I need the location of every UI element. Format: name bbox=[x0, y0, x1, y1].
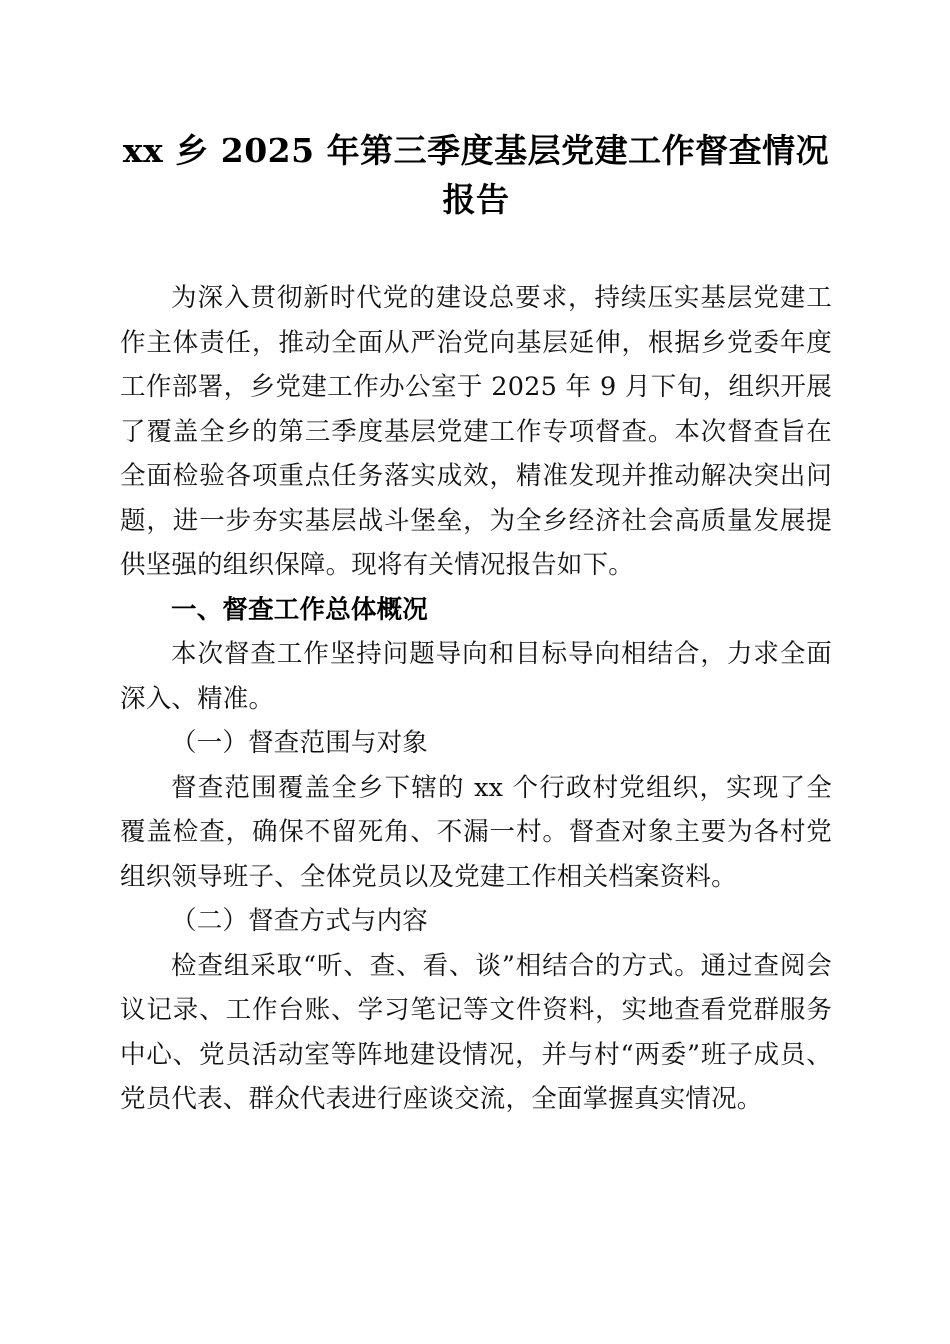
document-content bbox=[120, 0, 832, 1122]
document-body bbox=[120, 276, 832, 1122]
subsection-heading-1-1: （一）督查范围与对象 bbox=[171, 728, 429, 758]
page-title-line-2: 报告 bbox=[442, 180, 510, 219]
subsection-heading-1-2: （二）督查方式与内容 bbox=[171, 906, 429, 936]
title-body-spacer bbox=[120, 224, 832, 276]
page-title bbox=[120, 0, 832, 224]
section-heading-1: 一、督查工作总体概况 bbox=[171, 594, 429, 625]
section-1-paragraph: 本次督查工作坚持问题导向和目标导向相结合，力求全面深入、精准。 bbox=[120, 639, 832, 714]
subsection-1-2-paragraph: 检查组采取“听、查、看、谈”相结合的方式。通过查阅会议记录、工作台账、学习笔记等文件资料，实地查看党群服务中心、党员活动室等阵地建设情况，并与村“两委”班子成员、党员代表、群众代表进行座谈交流，全面掌握真实情况。 bbox=[120, 950, 832, 1114]
subsection-1-1-paragraph: 督查范围覆盖全乡下辖的 xx 个行政村党组织，实现了全覆盖检查，确保不留死角、不漏一村。督查对象主要为各村党组织领导班子、全体党员以及党建工作相关档案资料。 bbox=[120, 772, 832, 892]
page-title-line-1: xx 乡 2025 年第三季度基层党建工作督查情况 bbox=[122, 131, 830, 170]
intro-paragraph: 为深入贯彻新时代党的建设总要求，持续压实基层党建工作主体责任，推动全面从严治党向基层延伸，根据乡党委年度工作部署，乡党建工作办公室于 2025 年 9 月下旬，组织开展了覆盖全乡的第三季度基层党建工作专项督查。本次督查旨在全面检验各项重点任务落实成效，精准发现并推动解决突出问题，进一步夯实基层战斗堡垒，为全乡经济社会高质量发展提供坚强的组织保障。现将有关情况报告如下。 bbox=[120, 283, 832, 580]
